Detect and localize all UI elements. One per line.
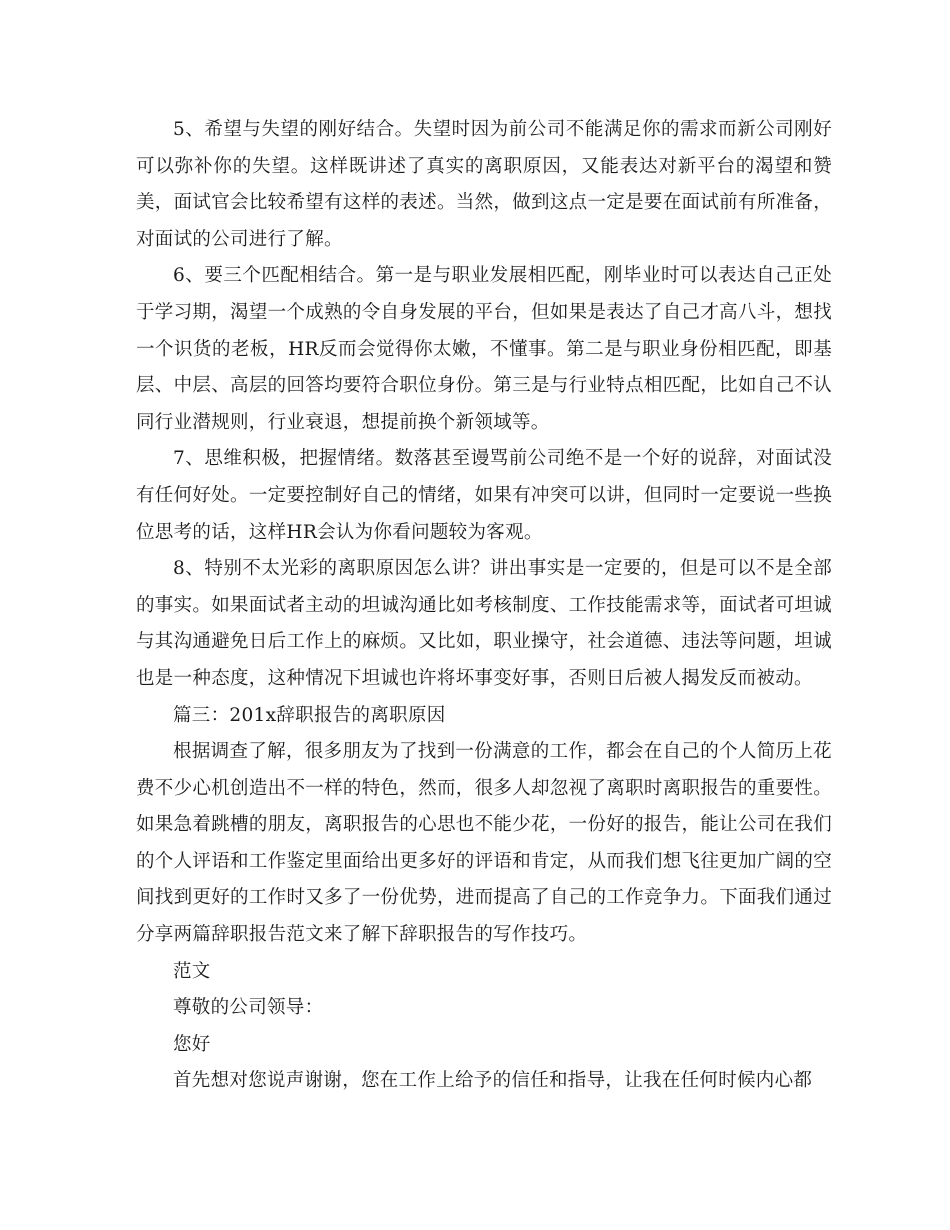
paragraph-point-5: 5、希望与失望的刚好结合。失望时因为前公司不能满足你的需求而新公司刚好可以弥补你的失望。这样既讲述了真实的离职原因，又能表达对新平台的渴望和赞美，面试官会比较希望有这样的表述。当然，做到这点一定是要在面试前有所准备，对面试的公司进行了解。: [136, 119, 832, 250]
section-heading: 篇三：201x辞职报告的离职原因: [173, 704, 446, 726]
document-body: [136, 112, 832, 1100]
letter-salutation: 尊敬的公司领导：: [173, 997, 324, 1019]
paragraph-point-8: 8、特别不太光彩的离职原因怎么讲？讲出事实是一定要的，但是可以不是全部的事实。如果面试者主动的坦诚沟通比如考核制度、工作技能需求等，面试者可坦诚与其沟通避免日后工作上的麻烦。又比如，职业操守，社会道德、违法等问题，坦诚也是一种态度，这种情况下坦诚也许将坏事变好事，否则日后被人揭发反而被动。: [136, 558, 832, 689]
letter-greeting: 您好: [173, 1033, 211, 1055]
paragraph-intro: 根据调查了解，很多朋友为了找到一份满意的工作，都会在自己的个人简历上花费不少心机创造出不一样的特色，然而，很多人却忽视了离职时离职报告的重要性。如果急着跳槽的朋友，离职报告的心思也不能少花，一份好的报告，能让公司在我们的个人评语和工作鉴定里面给出更多好的评语和肯定，从而我们想飞往更加广阔的空间找到更好的工作时又多了一份优势，进而提高了自己的工作竞争力。下面我们通过分享两篇辞职报告范文来了解下辞职报告的写作技巧。: [136, 741, 832, 946]
paragraph-point-7: 7、思维积极，把握情绪。数落甚至谩骂前公司绝不是一个好的说辞，对面试没有任何好处。一定要控制好自己的情绪，如果有冲突可以讲，但同时一定要说一些换位思考的话，这样HR会认为你看问题较为客观。: [136, 448, 832, 543]
sample-label: 范文: [173, 960, 211, 982]
paragraph-point-6: 6、要三个匹配相结合。第一是与职业发展相匹配，刚毕业时可以表达自己正处于学习期，渴望一个成熟的令自身发展的平台，但如果是表达了自己才高八斗，想找一个识货的老板，HR反而会觉得你太嫩，不懂事。第二是与职业身份相匹配，即基层、中层、高层的回答均要符合职位身份。第三是与行业特点相匹配，比如自己不认同行业潜规则，行业衰退，想提前换个新领域等。: [136, 265, 832, 433]
letter-body-start: 首先想对您说声谢谢，您在工作上给予的信任和指导，让我在任何时候内心都: [173, 1070, 813, 1092]
